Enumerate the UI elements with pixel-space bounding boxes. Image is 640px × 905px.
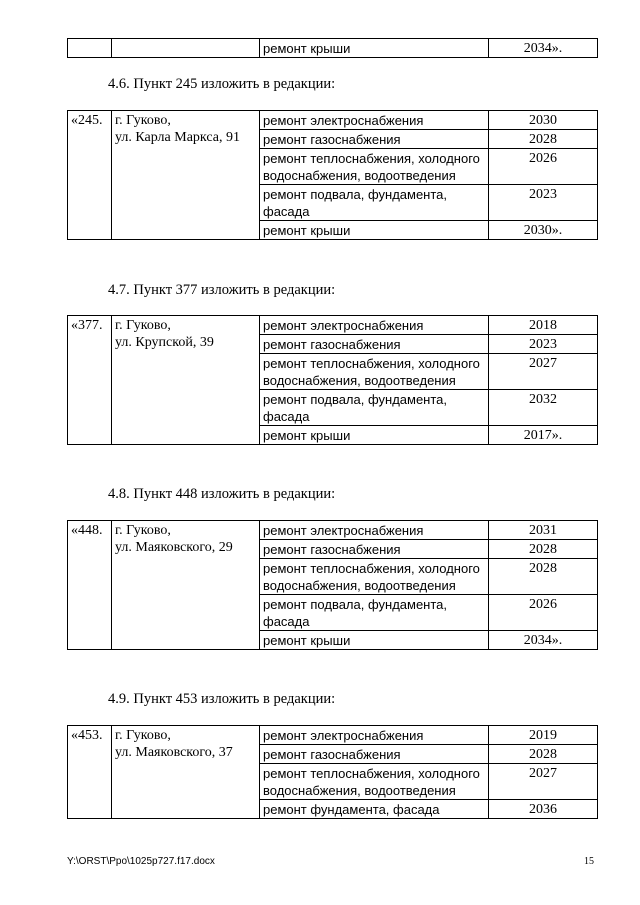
address-street: ул. Маяковского, 37 (115, 745, 233, 760)
table-cell-year: 2030». (489, 221, 598, 240)
table-row (68, 39, 598, 58)
section-heading: 4.9. Пункт 453 изложить в редакции: (108, 691, 336, 707)
address-street: ул. Карла Маркса, 91 (115, 130, 240, 145)
table-row (68, 521, 598, 540)
table-cell-address (112, 39, 260, 58)
table-row (68, 316, 598, 335)
table-section-448 (67, 520, 598, 650)
address-city: г. Гуково, (115, 113, 171, 128)
table-cell-year: 2026 (489, 149, 598, 185)
table-cell-work: ремонт подвала, фундамента, фасада (260, 595, 489, 631)
table-cell-year: 2034». (489, 631, 598, 650)
table-cell-year: 2019 (489, 726, 598, 745)
table-cell-work: ремонт газоснабжения (260, 335, 489, 354)
table-cell-work: ремонт крыши (260, 426, 489, 445)
table-section-377 (67, 315, 598, 445)
table-cell-address (112, 316, 260, 445)
table-cell-work: ремонт теплоснабжения, холодного водоснабжения, водоотведения (260, 559, 489, 595)
table-cell-work: ремонт электроснабжения (260, 521, 489, 540)
table-cell-work: ремонт теплоснабжения, холодного водоснабжения, водоотведения (260, 354, 489, 390)
table-cell-year: 2032 (489, 390, 598, 426)
table-cell-num: «245. (68, 111, 112, 240)
table-cell-year: 2023 (489, 185, 598, 221)
table-cell-year: 2023 (489, 335, 598, 354)
table-cell-address (112, 521, 260, 650)
table-cell-work: ремонт подвала, фундамента, фасада (260, 390, 489, 426)
table-cell-work: ремонт крыши (260, 631, 489, 650)
table-cell-num (68, 39, 112, 58)
table-cell-year: 2027 (489, 764, 598, 800)
section-heading: 4.8. Пункт 448 изложить в редакции: (108, 486, 336, 502)
table-cell-year: 2028 (489, 130, 598, 149)
table-cell-work: ремонт газоснабжения (260, 745, 489, 764)
table-fragment-top (67, 38, 598, 58)
table-section-453 (67, 725, 598, 819)
footer-page-number: 15 (584, 856, 594, 867)
table-cell-work: ремонт крыши (260, 221, 489, 240)
table-cell-address (112, 726, 260, 819)
table-cell-address (112, 111, 260, 240)
table-cell-year: 2031 (489, 521, 598, 540)
table-cell-year: 2026 (489, 595, 598, 631)
footer-file-path: Y:\ORST\Ppo\1025p727.f17.docx (67, 856, 215, 867)
table-cell-work: ремонт крыши (260, 39, 489, 58)
table-cell-year: 2018 (489, 316, 598, 335)
table-cell-year: 2017». (489, 426, 598, 445)
table-cell-work: ремонт электроснабжения (260, 111, 489, 130)
table-cell-year: 2028 (489, 745, 598, 764)
table-cell-work: ремонт теплоснабжения, холодного водоснабжения, водоотведения (260, 149, 489, 185)
table-cell-year: 2034». (489, 39, 598, 58)
address-street: ул. Маяковского, 29 (115, 540, 233, 555)
section-heading: 4.7. Пункт 377 изложить в редакции: (108, 282, 336, 298)
address-street: ул. Крупской, 39 (115, 335, 214, 350)
address-city: г. Гуково, (115, 728, 171, 743)
table-cell-work: ремонт электроснабжения (260, 726, 489, 745)
table-cell-year: 2030 (489, 111, 598, 130)
table-row (68, 111, 598, 130)
address-city: г. Гуково, (115, 523, 171, 538)
table-cell-work: ремонт электроснабжения (260, 316, 489, 335)
table-cell-num: «453. (68, 726, 112, 819)
table-cell-work: ремонт подвала, фундамента, фасада (260, 185, 489, 221)
section-heading: 4.6. Пункт 245 изложить в редакции: (108, 76, 336, 92)
address-city: г. Гуково, (115, 318, 171, 333)
table-row (68, 726, 598, 745)
table-cell-num: «377. (68, 316, 112, 445)
table-cell-work: ремонт фундамента, фасада (260, 800, 489, 819)
table-cell-work: ремонт газоснабжения (260, 130, 489, 149)
table-cell-year: 2028 (489, 540, 598, 559)
table-cell-year: 2036 (489, 800, 598, 819)
table-cell-work: ремонт газоснабжения (260, 540, 489, 559)
table-cell-work: ремонт теплоснабжения, холодного водоснабжения, водоотведения (260, 764, 489, 800)
table-cell-year: 2028 (489, 559, 598, 595)
table-cell-num: «448. (68, 521, 112, 650)
table-section-245 (67, 110, 598, 240)
table-cell-year: 2027 (489, 354, 598, 390)
